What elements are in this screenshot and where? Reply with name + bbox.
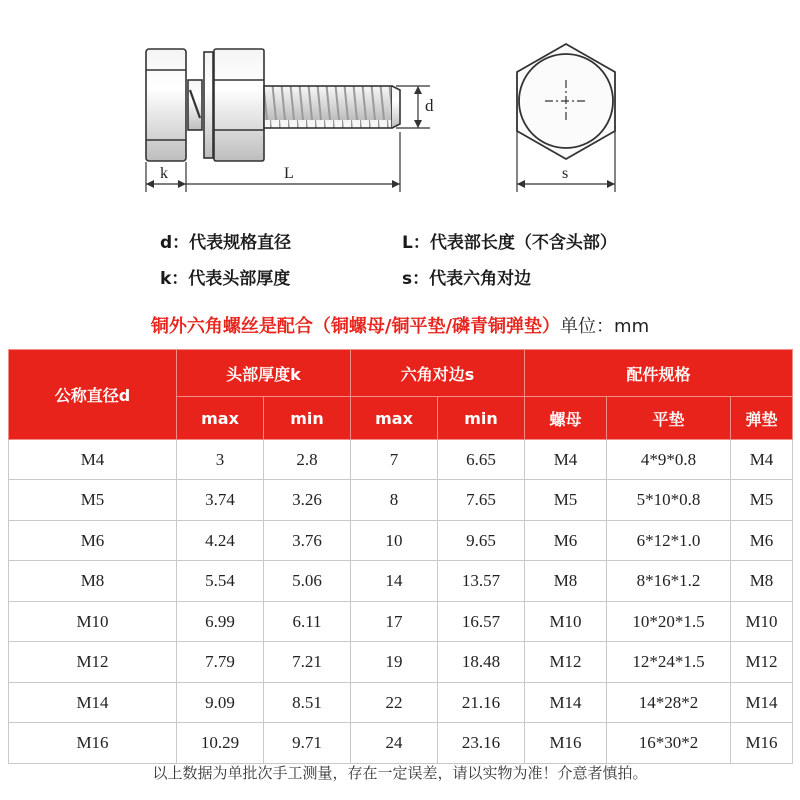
cell-s-min: 21.16 (438, 683, 525, 723)
cell-k-max: 5.54 (177, 561, 264, 602)
cell-diameter: M12 (9, 642, 177, 683)
legend-d: d：代表规格直径 (160, 233, 292, 253)
cell-k-max: 7.79 (177, 642, 264, 683)
cell-k-max: 4.24 (177, 521, 264, 561)
cell-spring-washer: M6 (731, 521, 793, 561)
header-washer: 平垫 (607, 397, 731, 440)
cell-washer: 4*9*0.8 (607, 440, 731, 480)
header-nut: 螺母 (525, 397, 607, 440)
subtitle-unit: 单位：mm (560, 316, 650, 337)
cell-washer: 14*28*2 (607, 683, 731, 723)
cell-nut: M12 (525, 642, 607, 683)
cell-s-min: 18.48 (438, 642, 525, 683)
bolt-side-view (146, 49, 400, 161)
header-diameter: 公称直径d (9, 350, 177, 440)
cell-s-min: 9.65 (438, 521, 525, 561)
cell-diameter: M5 (9, 480, 177, 521)
subtitle-assembly: 铜外六角螺丝是配合（铜螺母/铜平垫/磷青铜弹垫） (150, 316, 561, 337)
cell-spring-washer: M8 (731, 561, 793, 602)
label-d: d (425, 96, 434, 115)
cell-diameter: M6 (9, 521, 177, 561)
cell-nut: M16 (525, 723, 607, 764)
cell-nut: M10 (525, 602, 607, 642)
bolt-diagram (0, 0, 800, 200)
label-k: k (160, 165, 168, 182)
cell-nut: M8 (525, 561, 607, 602)
table-row (9, 642, 793, 683)
header-spring-washer: 弹垫 (731, 397, 793, 440)
cell-s-min: 23.16 (438, 723, 525, 764)
hex-end-view (517, 44, 615, 159)
cell-spring-washer: M12 (731, 642, 793, 683)
cell-s-max: 14 (351, 561, 438, 602)
table-row (9, 602, 793, 642)
table-row (9, 480, 793, 521)
cell-k-max: 3 (177, 440, 264, 480)
header-across-flats: 六角对边s (351, 350, 525, 397)
table-row (9, 683, 793, 723)
legend-L: L：代表部长度（不含头部） (402, 233, 617, 253)
cell-k-min: 8.51 (264, 683, 351, 723)
cell-k-min: 6.11 (264, 602, 351, 642)
dimension-legend (0, 222, 800, 302)
spec-subtitle (0, 312, 800, 338)
cell-diameter: M14 (9, 683, 177, 723)
header-s-max: max (351, 397, 438, 440)
label-s: s (562, 165, 569, 182)
spec-table (8, 349, 793, 764)
header-s-min: min (438, 397, 525, 440)
cell-k-max: 10.29 (177, 723, 264, 764)
cell-s-min: 6.65 (438, 440, 525, 480)
cell-nut: M6 (525, 521, 607, 561)
legend-s: s：代表六角对边 (402, 269, 532, 289)
header-k-min: min (264, 397, 351, 440)
cell-spring-washer: M10 (731, 602, 793, 642)
table-row (9, 521, 793, 561)
cell-k-min: 9.71 (264, 723, 351, 764)
cell-s-max: 19 (351, 642, 438, 683)
cell-s-max: 10 (351, 521, 438, 561)
cell-spring-washer: M14 (731, 683, 793, 723)
cell-k-max: 9.09 (177, 683, 264, 723)
cell-nut: M14 (525, 683, 607, 723)
cell-washer: 10*20*1.5 (607, 602, 731, 642)
cell-k-max: 6.99 (177, 602, 264, 642)
table-row (9, 440, 793, 480)
cell-k-min: 5.06 (264, 561, 351, 602)
header-accessories: 配件规格 (525, 350, 793, 397)
cell-washer: 12*24*1.5 (607, 642, 731, 683)
cell-diameter: M10 (9, 602, 177, 642)
cell-k-min: 3.26 (264, 480, 351, 521)
cell-washer: 6*12*1.0 (607, 521, 731, 561)
cell-washer: 8*16*1.2 (607, 561, 731, 602)
cell-spring-washer: M4 (731, 440, 793, 480)
cell-nut: M4 (525, 440, 607, 480)
cell-k-min: 2.8 (264, 440, 351, 480)
cell-s-min: 13.57 (438, 561, 525, 602)
cell-washer: 16*30*2 (607, 723, 731, 764)
cell-diameter: M8 (9, 561, 177, 602)
cell-spring-washer: M16 (731, 723, 793, 764)
cell-s-min: 16.57 (438, 602, 525, 642)
cell-s-max: 24 (351, 723, 438, 764)
cell-k-max: 3.74 (177, 480, 264, 521)
cell-diameter: M4 (9, 440, 177, 480)
cell-k-min: 7.21 (264, 642, 351, 683)
cell-spring-washer: M5 (731, 480, 793, 521)
cell-s-max: 17 (351, 602, 438, 642)
cell-washer: 5*10*0.8 (607, 480, 731, 521)
label-L: L (284, 165, 294, 182)
disclaimer: 以上数据为单批次手工测量，存在一定误差，请以实物为准！介意者慎拍。 (152, 764, 648, 782)
cell-s-max: 8 (351, 480, 438, 521)
cell-s-max: 7 (351, 440, 438, 480)
cell-diameter: M16 (9, 723, 177, 764)
cell-nut: M5 (525, 480, 607, 521)
cell-s-max: 22 (351, 683, 438, 723)
legend-k: k：代表头部厚度 (160, 269, 291, 289)
header-k-max: max (177, 397, 264, 440)
table-row (9, 723, 793, 764)
table-row (9, 561, 793, 602)
header-head-thickness: 头部厚度k (177, 350, 351, 397)
cell-s-min: 7.65 (438, 480, 525, 521)
cell-k-min: 3.76 (264, 521, 351, 561)
